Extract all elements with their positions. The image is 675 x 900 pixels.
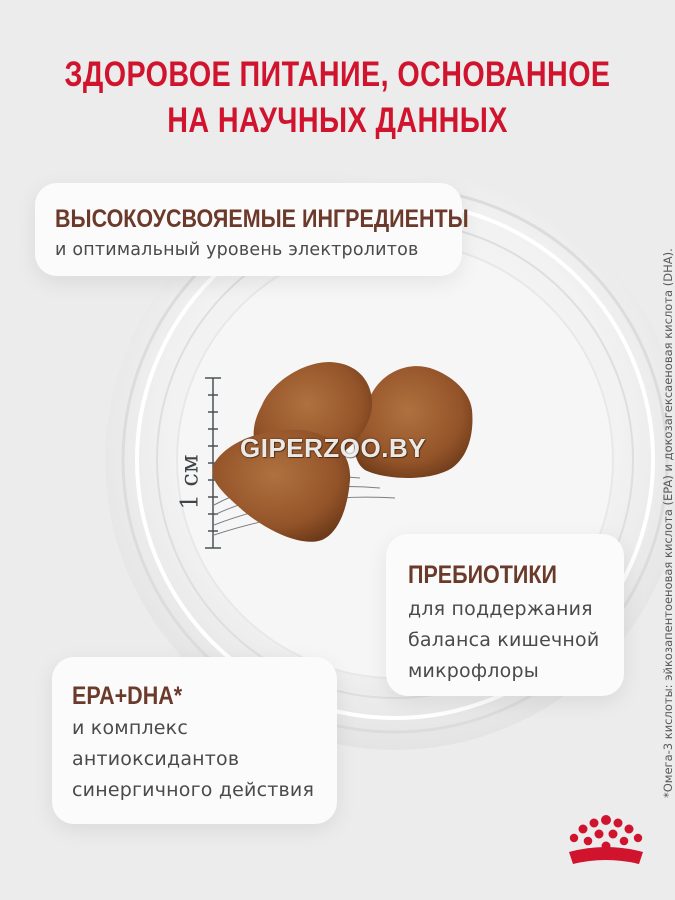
feature-text-line: синергичного действия — [72, 779, 315, 801]
feature-text: и оптимальный уровень электролитов — [55, 240, 419, 260]
title-line-1: ЗДОРОВОЕ ПИТАНИЕ, ОСНОВАННОЕ — [64, 55, 611, 94]
feature-text-line: антиоксидантов — [72, 748, 240, 770]
feature-title: EPA+DHA* — [72, 682, 183, 710]
feature-title: ПРЕБИОТИКИ — [408, 561, 557, 589]
feature-text-line: для поддержания — [408, 598, 593, 620]
feature-title: ВЫСОКОУСВОЯЕМЫЕ ИНГРЕДИЕНТЫ — [55, 205, 469, 233]
watermark: GIPERZOO.BY — [240, 433, 427, 463]
feature-text-line: и комплекс — [72, 717, 188, 739]
crown-icon — [561, 812, 651, 874]
feature-card-ingredients — [35, 183, 469, 276]
feature-card-prebiotics — [386, 534, 624, 696]
feature-text-line: баланса кишечной — [408, 629, 600, 651]
page-title — [61, 52, 615, 144]
feature-text — [72, 713, 314, 806]
scale-label: 1 см — [175, 454, 204, 510]
feature-text-line: микрофлоры — [408, 660, 539, 682]
footnote: *Омега-3 кислоты: эйкозапентоеновая кислота (EPA) и докозагексаеновая кислота (DHA). — [661, 248, 675, 798]
feature-card-epa-dha — [52, 657, 337, 824]
feature-text — [408, 594, 599, 687]
title-line-2: НА НАУЧНЫХ ДАННЫХ — [167, 101, 508, 140]
